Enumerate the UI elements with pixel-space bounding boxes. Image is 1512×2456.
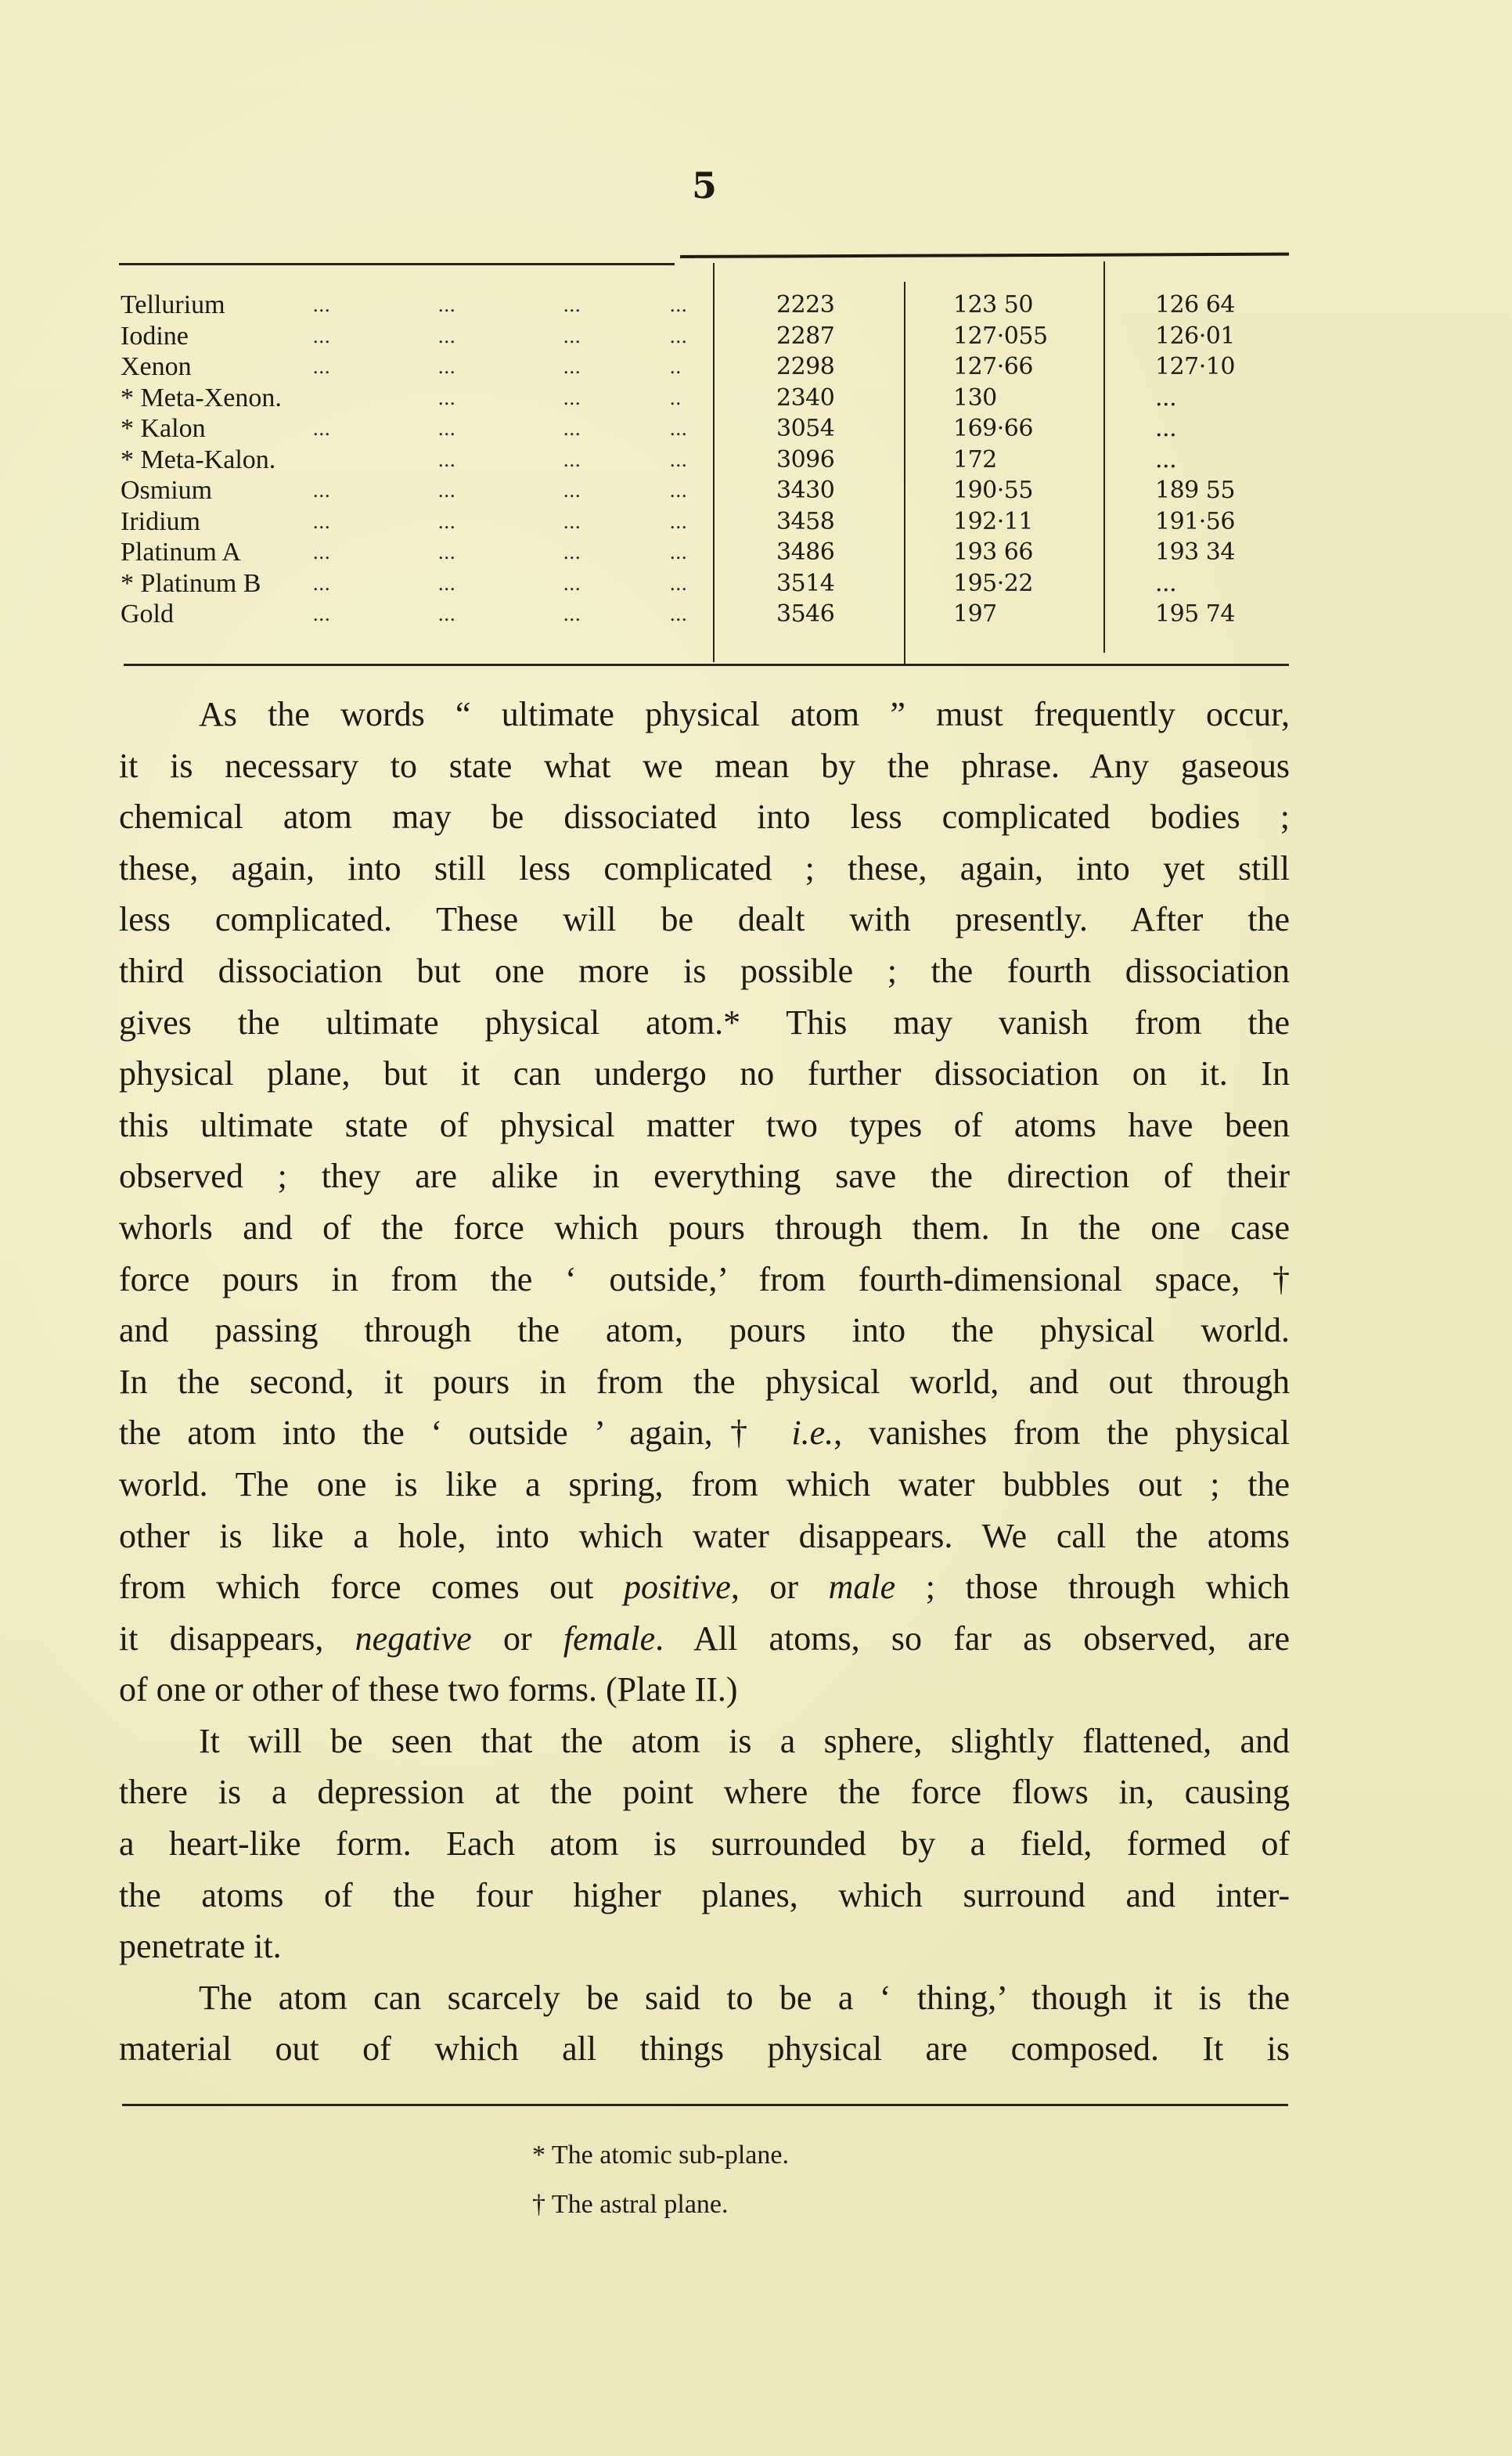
table-row [119, 506, 1289, 538]
text-line-content: world. The one is like a spring, from which water bubbles out ; the [119, 1464, 1290, 1503]
leader-dots: ... [438, 571, 456, 595]
leader-dots: ... [563, 386, 581, 409]
text-line [119, 1151, 1290, 1202]
leader-dots: ... [563, 417, 581, 440]
text-line [119, 843, 1290, 895]
element-table [119, 255, 1289, 670]
element-name: Iodine [121, 321, 189, 351]
leader-dots: ... [438, 603, 456, 625]
leader-dots: .. [670, 386, 682, 409]
leader-dots: ... [563, 571, 581, 595]
text-line [119, 1664, 1290, 1716]
leader-dots: ... [563, 355, 581, 378]
element-name: Platinum A [121, 538, 241, 567]
element-name: Iridium [121, 506, 200, 536]
value-column-3: 126 64 [1155, 291, 1235, 319]
table-row [119, 599, 1289, 630]
text-line [119, 1921, 1290, 1972]
element-name: Osmium [121, 476, 213, 505]
value-column-1: 3096 [776, 445, 835, 474]
paragraph [119, 1972, 1290, 2075]
text-line-content: the atom into the ‘ outside ’ again,† i.e., vanishes from the physical [119, 1413, 1290, 1453]
leader-dots: ... [313, 324, 331, 348]
text-line [119, 1870, 1290, 1921]
leader-dots: ... [563, 603, 581, 625]
leader-dots: ... [670, 541, 688, 564]
text-line [119, 1356, 1290, 1408]
leader-dots: ... [438, 541, 456, 564]
leader-dots: ... [438, 293, 456, 316]
table-row [119, 537, 1289, 568]
value-column-3: 126·01 [1155, 322, 1235, 350]
leader-dots: ... [563, 479, 581, 502]
text-line-content: less complicated. These will be dealt with presently. After the [119, 900, 1290, 939]
paragraph [119, 1716, 1290, 1972]
element-name: Gold [121, 600, 174, 628]
text-line [119, 2023, 1290, 2075]
value-column-1: 3430 [776, 477, 835, 504]
element-name: * Platinum B [121, 568, 261, 598]
text-line-content: other is like a hole, into which water disappears. We call the atoms [119, 1516, 1290, 1555]
value-column-3: 191·56 [1155, 507, 1235, 535]
leader-dots: ... [563, 510, 581, 533]
text-line [119, 1613, 1290, 1665]
value-column-2: 127·66 [953, 353, 1033, 380]
text-line [119, 791, 1290, 843]
text-line [119, 1100, 1290, 1151]
text-line-content: The atom can scarcely be said to be a ‘ thing,’ though it is the [199, 1978, 1290, 2017]
value-column-1: 3514 [776, 569, 835, 597]
leader-dots: ... [313, 510, 331, 533]
text-line-content: material out of which all things physical are composed. It is [119, 2029, 1290, 2069]
footnotes [532, 2130, 789, 2229]
value-column-1: 3486 [776, 538, 835, 566]
text-line [119, 740, 1290, 792]
table-row [119, 351, 1289, 383]
leader-dots: ... [313, 603, 331, 625]
text-line-content: whorls and of the force which pours through them. In the one case [119, 1208, 1290, 1247]
text-line [119, 945, 1290, 997]
leader-dots: ... [670, 603, 688, 625]
value-column-3: ... [1155, 415, 1177, 442]
text-line [119, 1511, 1290, 1562]
text-line [119, 894, 1290, 945]
text-line [119, 1818, 1290, 1870]
text-line [119, 1048, 1290, 1100]
leader-dots: ... [670, 448, 688, 471]
value-column-3: ... [1155, 569, 1177, 597]
body-text [119, 689, 1290, 2075]
text-line [119, 689, 1290, 740]
text-line [119, 997, 1290, 1049]
leader-dots: ... [438, 417, 456, 440]
text-line-content: chemical atom may be dissociated into less complicated bodies ; [119, 798, 1290, 837]
table-row [119, 383, 1289, 414]
value-column-3: 189 55 [1155, 477, 1235, 504]
value-column-2: 130 [953, 384, 997, 412]
leader-dots: ... [313, 417, 331, 440]
value-column-1: 2340 [776, 384, 835, 412]
text-line [119, 1305, 1290, 1356]
text-line-content: of one or other of these two forms. (Plate II.) [119, 1670, 738, 1709]
leader-dots: ... [670, 510, 688, 533]
element-name: Tellurium [121, 290, 225, 319]
value-column-2: 192·11 [953, 507, 1033, 535]
leader-dots: ... [670, 417, 688, 440]
text-line [119, 1972, 1290, 2024]
table-row [119, 445, 1289, 476]
leader-dots: ... [563, 293, 581, 316]
text-line-content: force pours in from the ‘ outside,’ from fourth-dimensional space, † [119, 1259, 1290, 1298]
text-line-content: it is necessary to state what we mean by the phrase. Any gaseous [119, 746, 1290, 785]
text-line [119, 1202, 1290, 1254]
text-line-content: penetrate it. [119, 1927, 282, 1966]
text-line-content: and passing through the atom, pours into the physical world. [119, 1311, 1290, 1350]
table-row [119, 568, 1289, 600]
text-line-content: observed ; they are alike in everything save the direction of their [119, 1157, 1290, 1196]
value-column-1: 3054 [776, 415, 835, 442]
value-column-2: 123 50 [953, 291, 1033, 319]
page-number: 5 [691, 164, 717, 207]
table-body [119, 290, 1289, 630]
text-line-content: it disappears, negative or female. All atoms, so far as observed, are [119, 1619, 1290, 1658]
leader-dots: ... [313, 541, 331, 564]
text-line-content: this ultimate state of physical matter two types of atoms have been [119, 1105, 1290, 1144]
table-top-rule-left [119, 263, 675, 265]
text-line-content: from which force comes out positive, or male ; those through which [119, 1568, 1290, 1607]
text-line-content: third dissociation but one more is possible ; the fourth dissociation [119, 951, 1290, 990]
value-column-2: 195·22 [953, 569, 1033, 597]
text-line-content: gives the ultimate physical atom.* This may vanish from the [119, 1003, 1290, 1042]
leader-dots: ... [670, 293, 688, 316]
leader-dots: ... [670, 479, 688, 502]
leader-dots: ... [313, 479, 331, 502]
leader-dots: ... [438, 355, 456, 378]
value-column-1: 2223 [776, 291, 835, 319]
leader-dots: ... [670, 571, 688, 595]
value-column-2: 172 [953, 445, 997, 474]
text-line [119, 1716, 1290, 1767]
value-column-2: 193 66 [953, 538, 1033, 566]
footnote-atomic-sub-plane: * The atomic sub-plane. [532, 2141, 789, 2170]
text-line-content: these, again, into still less complicated ; these, again, into yet still [119, 848, 1290, 888]
text-line-content: the atoms of the four higher planes, which surround and inter- [119, 1875, 1290, 1914]
table-row [119, 413, 1289, 445]
text-line [119, 1459, 1290, 1511]
text-line [119, 1254, 1290, 1305]
table-top-rule-right [680, 253, 1289, 258]
leader-dots: .. [670, 355, 682, 378]
text-line-content: It will be seen that the atom is a sphere, slightly flattened, and [199, 1721, 1290, 1760]
text-line [119, 1407, 1290, 1459]
value-column-3: 127·10 [1155, 353, 1235, 380]
leader-dots: ... [438, 448, 456, 471]
leader-dots: ... [563, 324, 581, 348]
text-line-content: In the second, it pours in from the physical world, and out through [119, 1362, 1290, 1401]
leader-dots: ... [438, 510, 456, 533]
table-row [119, 475, 1289, 506]
leader-dots: ... [313, 355, 331, 378]
footnote-astral-plane: † The astral plane. [532, 2190, 729, 2219]
value-column-3: ... [1155, 445, 1177, 474]
leader-dots: ... [438, 324, 456, 348]
leader-dots: ... [438, 386, 456, 409]
leader-dots: ... [563, 541, 581, 564]
leader-dots: ... [313, 571, 331, 595]
value-column-1: 3458 [776, 507, 835, 535]
paragraph [119, 689, 1290, 1716]
element-name: * Meta-Kalon. [121, 445, 276, 474]
value-column-1: 2298 [776, 353, 835, 380]
leader-dots: ... [313, 293, 331, 316]
element-name: Xenon [121, 352, 192, 381]
element-name: * Kalon [121, 414, 206, 443]
value-column-2: 190·55 [953, 477, 1033, 504]
value-column-1: 3546 [776, 600, 835, 628]
text-line-content: a heart-like form. Each atom is surrounded by a field, formed of [119, 1824, 1290, 1864]
value-column-2: 127·055 [953, 322, 1048, 350]
value-column-3: ... [1155, 384, 1177, 412]
value-column-2: 197 [953, 600, 997, 628]
value-column-1: 2287 [776, 322, 835, 350]
text-line-content: there is a depression at the point where the force flows in, causing [119, 1773, 1290, 1812]
table-row [119, 321, 1289, 352]
text-line [119, 1766, 1290, 1818]
value-column-3: 193 34 [1155, 538, 1235, 566]
table-row [119, 290, 1289, 321]
value-column-3: 195 74 [1155, 600, 1235, 628]
table-bottom-rule [124, 664, 1289, 666]
footnote-divider [122, 2104, 1288, 2106]
value-column-2: 169·66 [953, 415, 1033, 442]
leader-dots: ... [438, 479, 456, 502]
text-line [119, 1561, 1290, 1613]
text-line-content: physical plane, but it can undergo no further dissociation on it. In [119, 1054, 1290, 1093]
element-name: * Meta-Xenon. [121, 383, 282, 412]
leader-dots: ... [563, 448, 581, 471]
leader-dots: ... [670, 324, 688, 348]
text-line-content: As the words “ ultimate physical atom ” must frequently occur, [199, 695, 1290, 733]
